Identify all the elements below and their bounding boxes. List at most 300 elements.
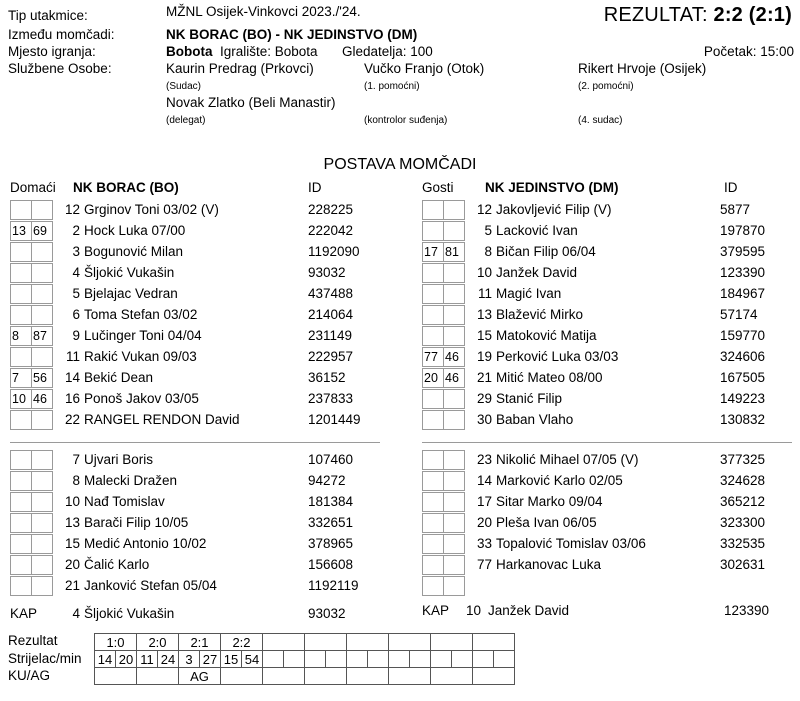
- away-lineup-separator: [422, 442, 792, 443]
- home-starter-row: [10, 221, 390, 242]
- player-id: 159770: [720, 328, 766, 343]
- kuag-cell: [95, 668, 137, 685]
- player-name: Toma Stefan 03/02: [84, 307, 198, 322]
- away-sub-row: [422, 471, 800, 492]
- player-id: 197870: [720, 223, 766, 238]
- player-number: 3: [72, 244, 80, 259]
- sub-minute-box: [31, 513, 53, 533]
- sub-minute-box: [443, 513, 465, 533]
- away-starter-row: [422, 326, 800, 347]
- player-number: 13: [476, 307, 492, 322]
- away-starter-row: [422, 389, 800, 410]
- sub-minute-box: [443, 410, 465, 430]
- sub-out-number-box: [422, 410, 443, 430]
- player-id: 228225: [308, 202, 354, 217]
- sub-minute-box: [443, 534, 465, 554]
- venue-pitch: Igralište: Bobota: [220, 44, 318, 59]
- scorer-cell: 11: [137, 651, 158, 668]
- home-captain-number: 4: [72, 606, 80, 621]
- sub-minute-box: [443, 200, 465, 220]
- sub-minute-box: [31, 263, 53, 283]
- away-captain-number: 10: [466, 603, 482, 618]
- player-number: 21: [476, 370, 492, 385]
- away-sub-row: [422, 576, 800, 597]
- result-cell: 2:2: [221, 634, 263, 651]
- match-type-label: Tip utakmice:: [8, 8, 88, 23]
- player-id: 107460: [308, 452, 354, 467]
- player-name: Bekić Dean: [84, 370, 154, 385]
- scorer-cell: [326, 651, 347, 668]
- match-type-value: MŽNL Osijek-Vinkovci 2023./'24.: [166, 4, 361, 19]
- kuag-cell: [347, 668, 389, 685]
- sub-minute-box: [31, 347, 53, 367]
- official-assistant2-role: (2. pomoćni): [578, 81, 634, 92]
- player-number: 15: [476, 328, 492, 343]
- sub-minute-box: [31, 450, 53, 470]
- sub-minute-box: [443, 450, 465, 470]
- result-label: REZULTAT:: [603, 4, 708, 26]
- player-name: Nađ Tomislav: [84, 494, 165, 509]
- player-number: 13: [64, 515, 80, 530]
- sub-out-number-box: [422, 305, 443, 325]
- player-id: 1201449: [308, 412, 361, 427]
- grid-row-scorer: [95, 651, 515, 668]
- player-id: 231149: [308, 328, 353, 343]
- kickoff-time: Početak: 15:00: [703, 44, 794, 59]
- player-name: RANGEL RENDON David: [84, 412, 240, 427]
- player-id: 156608: [308, 557, 354, 572]
- sub-out-number-box: 77: [422, 347, 443, 367]
- sub-out-number-box: 20: [422, 368, 443, 388]
- player-name: Lacković Ivan: [496, 223, 578, 238]
- sub-minute-box: [31, 471, 53, 491]
- official-assistant1-name: Vučko Franjo (Otok): [364, 61, 485, 76]
- player-number: 20: [64, 557, 80, 572]
- sub-minute-box: [443, 326, 465, 346]
- result-cell: 2:0: [137, 634, 179, 651]
- sub-out-number-box: [422, 326, 443, 346]
- sub-out-number-box: [422, 576, 443, 596]
- scorer-cell: [347, 651, 368, 668]
- home-starter-row: [10, 200, 390, 221]
- player-name: Bičan Filip 06/04: [496, 244, 596, 259]
- away-starter-row: [422, 263, 800, 284]
- player-id: 437488: [308, 286, 354, 301]
- player-number: 19: [476, 349, 492, 364]
- result-heading: [604, 4, 792, 27]
- sub-minute-box: 46: [443, 347, 465, 367]
- away-sub-row: [422, 492, 800, 513]
- scorer-cell: [368, 651, 389, 668]
- away-sub-row: [422, 450, 800, 471]
- player-name: Bjelajac Vedran: [84, 286, 178, 301]
- away-id-header: ID: [724, 180, 738, 195]
- sub-out-number-box: [422, 284, 443, 304]
- player-number: 6: [72, 307, 80, 322]
- sub-out-number-box: [10, 471, 31, 491]
- home-starter-row: [10, 347, 390, 368]
- scorer-cell: 3: [179, 651, 200, 668]
- sub-out-number-box: [10, 410, 31, 430]
- sub-out-number-box: 13: [10, 221, 31, 241]
- away-starter-row: [422, 410, 800, 431]
- away-starter-row: [422, 347, 800, 368]
- player-id: 36152: [308, 370, 346, 385]
- player-number: 15: [64, 536, 80, 551]
- sub-out-number-box: [422, 555, 443, 575]
- sub-out-number-box: [10, 555, 31, 575]
- kuag-cell: [263, 668, 305, 685]
- home-starter-row: [10, 263, 390, 284]
- home-sub-row: [10, 450, 390, 471]
- player-number: 16: [64, 391, 80, 406]
- player-id: 167505: [720, 370, 766, 385]
- official-assistant1-role: (1. pomoćni): [364, 81, 420, 92]
- away-starter-row: [422, 368, 800, 389]
- player-id: 332651: [308, 515, 354, 530]
- player-number: 23: [476, 452, 492, 467]
- home-starter-row: [10, 305, 390, 326]
- away-sub-row: [422, 534, 800, 555]
- sub-out-number-box: [422, 492, 443, 512]
- player-id: 237833: [308, 391, 354, 406]
- player-name: Baban Vlaho: [496, 412, 574, 427]
- result-value: 2:2 (2:1): [713, 4, 792, 26]
- sub-minute-box: [443, 305, 465, 325]
- player-id: 378965: [308, 536, 354, 551]
- player-id: 324628: [720, 473, 766, 488]
- player-id: 332535: [720, 536, 766, 551]
- scorer-cell: [389, 651, 410, 668]
- sub-minute-box: [443, 389, 465, 409]
- away-starter-row: [422, 284, 800, 305]
- official-referee-name: Kaurin Predrag (Prkovci): [166, 61, 314, 76]
- kuag-cell: [431, 668, 473, 685]
- player-id: 323300: [720, 515, 766, 530]
- player-name: Šljokić Vukašin: [84, 265, 175, 280]
- official-assistant2-name: Rikert Hrvoje (Osijek): [578, 61, 707, 76]
- home-id-header: ID: [308, 180, 322, 195]
- officials-label: Službene Osobe:: [8, 61, 112, 76]
- player-name: Stanić Filip: [496, 391, 563, 406]
- kuag-cell: [137, 668, 179, 685]
- home-starter-row: [10, 242, 390, 263]
- player-number: 21: [64, 578, 80, 593]
- sub-out-number-box: 17: [422, 242, 443, 262]
- sub-out-number-box: [10, 347, 31, 367]
- sub-minute-box: [31, 492, 53, 512]
- player-name: Janžek David: [496, 265, 578, 280]
- player-id: 184967: [720, 286, 766, 301]
- grid-label-kuag: KU/AG: [8, 668, 51, 683]
- player-name: Lučinger Toni 04/04: [84, 328, 202, 343]
- player-number: 5: [72, 286, 80, 301]
- player-id: 324606: [720, 349, 766, 364]
- player-name: Pleša Ivan 06/05: [496, 515, 597, 530]
- player-id: 57174: [720, 307, 758, 322]
- scorer-cell: [305, 651, 326, 668]
- player-id: 123390: [720, 265, 766, 280]
- away-side-label: Gosti: [422, 180, 454, 195]
- official-controller-role: (kontrolor suđenja): [364, 115, 448, 126]
- sub-out-number-box: [10, 284, 31, 304]
- player-number: 5: [484, 223, 492, 238]
- player-id: 149223: [720, 391, 766, 406]
- scorer-cell: [284, 651, 305, 668]
- player-name: Blažević Mirko: [496, 307, 584, 322]
- player-name: Medić Antonio 10/02: [84, 536, 207, 551]
- player-name: Čalić Karlo: [84, 557, 150, 572]
- player-number: 14: [476, 473, 492, 488]
- player-number: 7: [72, 452, 80, 467]
- player-name: Grginov Toni 03/02 (V): [84, 202, 219, 217]
- player-number: 11: [65, 349, 80, 364]
- scorer-cell: 14: [95, 651, 116, 668]
- player-number: 30: [476, 412, 492, 427]
- sub-minute-box: 81: [443, 242, 465, 262]
- away-sub-row: [422, 555, 800, 576]
- home-sub-row: [10, 534, 390, 555]
- player-name: Mitić Mateo 08/00: [496, 370, 603, 385]
- sub-minute-box: [31, 555, 53, 575]
- player-name: Malecki Dražen: [84, 473, 178, 488]
- player-name: Barači Filip 10/05: [84, 515, 189, 530]
- grid-label-scorer: Strijelac/min: [8, 651, 82, 666]
- sub-out-number-box: [10, 492, 31, 512]
- scorer-cell: [410, 651, 431, 668]
- sub-minute-box: [31, 305, 53, 325]
- venue-label: Mjesto igranja:: [8, 44, 96, 59]
- player-name: Marković Karlo 02/05: [496, 473, 623, 488]
- scorer-cell: [263, 651, 284, 668]
- player-name: Sitar Marko 09/04: [496, 494, 603, 509]
- scorer-cell: 54: [242, 651, 263, 668]
- player-number: 8: [72, 473, 80, 488]
- sub-minute-box: 87: [31, 326, 53, 346]
- player-number: 10: [476, 265, 492, 280]
- away-captain-id: 123390: [724, 603, 770, 618]
- home-captain-id: 93032: [308, 606, 346, 621]
- player-name: Perković Luka 03/03: [496, 349, 619, 364]
- sub-out-number-box: [10, 450, 31, 470]
- player-id: 94272: [308, 473, 346, 488]
- sub-minute-box: [31, 284, 53, 304]
- away-captain-label: KAP: [422, 603, 450, 618]
- sub-minute-box: [31, 576, 53, 596]
- result-cell: [473, 634, 515, 651]
- player-number: 11: [477, 286, 492, 301]
- player-id: 365212: [720, 494, 766, 509]
- player-number: 8: [484, 244, 492, 259]
- player-number: 2: [72, 223, 80, 238]
- player-id: 222957: [308, 349, 354, 364]
- home-sub-row: [10, 555, 390, 576]
- sub-out-number-box: [10, 200, 31, 220]
- sub-minute-box: [443, 284, 465, 304]
- player-number: 17: [476, 494, 492, 509]
- sub-minute-box: [443, 263, 465, 283]
- player-id: 214064: [308, 307, 354, 322]
- home-lineup-separator: [10, 442, 380, 443]
- player-name: Ponoš Jakov 03/05: [84, 391, 199, 406]
- lineup-title: POSTAVA MOMČADI: [323, 156, 477, 173]
- sub-out-number-box: 7: [10, 368, 31, 388]
- player-name: Bogunović Milan: [84, 244, 184, 259]
- sub-minute-box: [443, 555, 465, 575]
- sub-out-number-box: [422, 513, 443, 533]
- scorer-cell: [494, 651, 515, 668]
- sub-out-number-box: [10, 263, 31, 283]
- result-cell: [347, 634, 389, 651]
- sub-out-number-box: [422, 471, 443, 491]
- player-number: 4: [72, 265, 80, 280]
- sub-minute-box: [31, 534, 53, 554]
- official-delegate-name: Novak Zlatko (Beli Manastir): [166, 95, 336, 110]
- sub-minute-box: [31, 200, 53, 220]
- home-side-label: Domaći: [10, 180, 56, 195]
- sub-out-number-box: 8: [10, 326, 31, 346]
- player-number: 12: [476, 202, 492, 217]
- spectators: Gledatelja: 100: [342, 44, 433, 59]
- scorer-cell: [452, 651, 473, 668]
- kuag-cell: [473, 668, 515, 685]
- home-starter-row: [10, 410, 390, 431]
- official-delegate-role: (delegat): [166, 115, 206, 126]
- sub-minute-box: 46: [31, 389, 53, 409]
- kuag-cell: AG: [179, 668, 221, 685]
- sub-out-number-box: [422, 534, 443, 554]
- home-starter-row: [10, 284, 390, 305]
- home-starter-row: [10, 326, 390, 347]
- player-name: Topalović Tomislav 03/06: [496, 536, 646, 551]
- result-cell: [431, 634, 473, 651]
- home-sub-row: [10, 576, 390, 597]
- sub-minute-box: [31, 242, 53, 262]
- sub-minute-box: 56: [31, 368, 53, 388]
- away-starter-row: [422, 242, 800, 263]
- teams-value: NK BORAC (BO) - NK JEDINSTVO (DM): [166, 27, 418, 42]
- home-sub-row: [10, 471, 390, 492]
- scorer-cell: 24: [158, 651, 179, 668]
- player-number: 33: [476, 536, 492, 551]
- player-number: 29: [476, 391, 492, 406]
- player-name: Hock Luka 07/00: [84, 223, 186, 238]
- sub-out-number-box: [10, 242, 31, 262]
- player-name: Rakić Vukan 09/03: [84, 349, 197, 364]
- player-number: 22: [64, 412, 80, 427]
- sub-out-number-box: [10, 576, 31, 596]
- sub-minute-box: [31, 410, 53, 430]
- home-captain-name: Šljokić Vukašin: [84, 606, 175, 621]
- player-id: 181384: [308, 494, 354, 509]
- sub-minute-box: [443, 576, 465, 596]
- player-name: Janković Stefan 05/04: [84, 578, 217, 593]
- away-starter-row: [422, 305, 800, 326]
- sub-out-number-box: [422, 450, 443, 470]
- player-number: 9: [72, 328, 80, 343]
- sub-out-number-box: [422, 389, 443, 409]
- scorer-cell: [431, 651, 452, 668]
- away-sub-row: [422, 513, 800, 534]
- kuag-cell: [305, 668, 347, 685]
- player-id: 302631: [720, 557, 766, 572]
- venue-town: Bobota: [166, 44, 213, 59]
- sub-minute-box: [443, 492, 465, 512]
- player-name: Harkanovac Luka: [496, 557, 602, 572]
- sub-out-number-box: [10, 534, 31, 554]
- result-cell: [389, 634, 431, 651]
- home-sub-row: [10, 513, 390, 534]
- player-id: 1192090: [308, 244, 360, 259]
- player-name: Matoković Matija: [496, 328, 597, 343]
- player-id: 222042: [308, 223, 354, 238]
- scorer-cell: 20: [116, 651, 137, 668]
- sub-minute-box: [443, 221, 465, 241]
- scorer-cell: 15: [221, 651, 242, 668]
- away-starter-row: [422, 221, 800, 242]
- player-number: 10: [64, 494, 80, 509]
- player-id: 130832: [720, 412, 766, 427]
- score-grid: [94, 633, 515, 685]
- grid-label-result: Rezultat: [8, 633, 58, 648]
- sub-out-number-box: 10: [10, 389, 31, 409]
- teams-label: Između momčadi:: [8, 27, 115, 42]
- home-team-name: NK BORAC (BO): [73, 180, 179, 195]
- result-cell: 2:1: [179, 634, 221, 651]
- home-starter-row: [10, 389, 390, 410]
- sub-out-number-box: [422, 221, 443, 241]
- official-fourth-role: (4. sudac): [578, 115, 623, 126]
- away-team-name: NK JEDINSTVO (DM): [485, 180, 619, 195]
- player-number: 14: [64, 370, 80, 385]
- away-captain-name: Janžek David: [488, 603, 570, 618]
- away-starter-row: [422, 200, 800, 221]
- sub-out-number-box: [10, 305, 31, 325]
- grid-row-result: [95, 634, 515, 651]
- player-id: 5877: [720, 202, 751, 217]
- kuag-cell: [221, 668, 263, 685]
- player-name: Jakovljević Filip (V): [496, 202, 612, 217]
- player-number: 20: [476, 515, 492, 530]
- result-cell: [263, 634, 305, 651]
- player-name: Magić Ivan: [496, 286, 562, 301]
- player-number: 77: [476, 557, 492, 572]
- player-id: 379595: [720, 244, 766, 259]
- player-id: 1192119: [308, 578, 359, 593]
- result-cell: [305, 634, 347, 651]
- sub-out-number-box: [422, 200, 443, 220]
- player-number: 12: [64, 202, 80, 217]
- scorer-cell: 27: [200, 651, 221, 668]
- sub-out-number-box: [10, 513, 31, 533]
- player-id: 377325: [720, 452, 766, 467]
- scorer-cell: [473, 651, 494, 668]
- sub-minute-box: [443, 471, 465, 491]
- result-cell: 1:0: [95, 634, 137, 651]
- player-name: Nikolić Mihael 07/05 (V): [496, 452, 639, 467]
- home-starter-row: [10, 368, 390, 389]
- player-id: 93032: [308, 265, 346, 280]
- official-referee-role: (Sudac): [166, 81, 202, 92]
- home-sub-row: [10, 492, 390, 513]
- sub-minute-box: 46: [443, 368, 465, 388]
- player-name: Ujvari Boris: [84, 452, 154, 467]
- kuag-cell: [389, 668, 431, 685]
- sub-out-number-box: [422, 263, 443, 283]
- sub-minute-box: 69: [31, 221, 53, 241]
- grid-row-kuag: [95, 668, 515, 685]
- home-captain-label: KAP: [10, 606, 38, 621]
